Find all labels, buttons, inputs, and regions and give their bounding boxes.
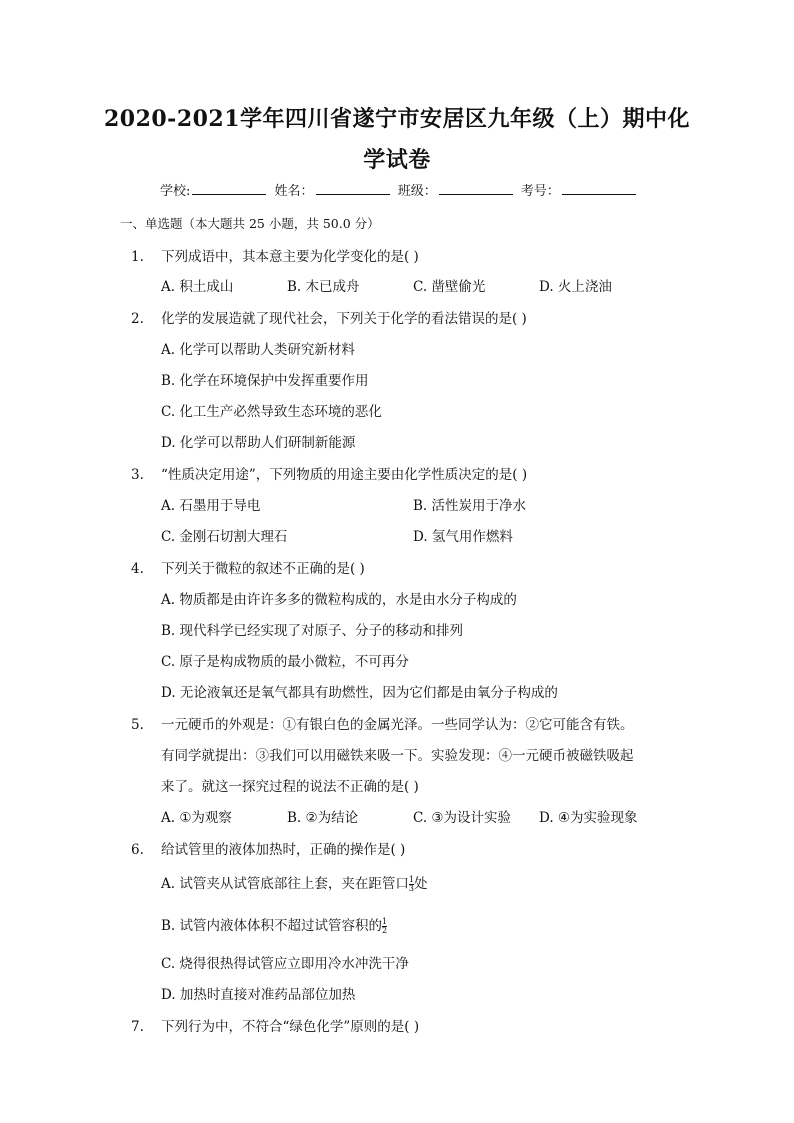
- question-1: [131, 245, 419, 265]
- fraction-denominator: 2: [382, 926, 388, 935]
- option-d: D. 无论液氧还是氧气都具有助燃性，因为它们都是由氧分子构成的: [161, 685, 558, 701]
- question-text-line2: 有同学就提出：③我们可以用磁铁来吸一下。实验发现：④一元硬币被磁铁吸起: [161, 748, 634, 764]
- question-text: 下列成语中，其本意主要为化学变化的是( ): [161, 249, 419, 265]
- option-b: [161, 914, 387, 935]
- option-c: C. 化工生产必然导致生态环境的恶化: [161, 404, 382, 420]
- class-blank[interactable]: [439, 184, 513, 195]
- question-number: 4.: [131, 561, 144, 577]
- option-a: A. 物质都是由许许多多的微粒构成的，水是由水分子构成的: [161, 592, 517, 608]
- option-c: C. 原子是构成物质的最小微粒，不可再分: [161, 654, 409, 670]
- name-label: 姓名：: [274, 184, 314, 199]
- question-number: 5.: [131, 717, 144, 733]
- option-d: D. 化学可以帮助人们研制新能源: [161, 435, 356, 451]
- option-b: B. 现代科学已经实现了对原子、分子的移动和排列: [161, 623, 464, 639]
- question-2: [131, 307, 527, 327]
- question-4: [131, 557, 365, 577]
- option-b: B. 活性炭用于净水: [413, 498, 527, 514]
- option-a-text: A. 试管夹从试管底部往上套，夹在距管口: [161, 876, 409, 892]
- fraction-numerator: 1: [408, 875, 414, 884]
- question-text-line1: 一元硬币的外观是：①有银白色的金属光泽。一些同学认为：②它可能含有铁。: [161, 717, 634, 733]
- question-number: 6.: [131, 842, 144, 858]
- option-a: A. ①为观察: [161, 810, 232, 826]
- question-text: 给试管里的液体加热时，正确的操作是( ): [161, 842, 406, 858]
- option-b: B. 化学在环境保护中发挥重要作用: [161, 373, 369, 389]
- exam-no-blank[interactable]: [562, 184, 636, 195]
- option-d: D. 加热时直接对准药品部位加热: [161, 987, 356, 1003]
- question-number: 2.: [131, 311, 144, 327]
- class-label: 班级：: [397, 184, 437, 199]
- option-d: D. ④为实验现象: [539, 810, 638, 826]
- question-number: 1.: [131, 249, 144, 265]
- option-a: A. 化学可以帮助人类研究新材料: [161, 342, 355, 358]
- fraction-numerator: 1: [382, 917, 388, 926]
- option-a: A. 石墨用于导电: [161, 498, 261, 514]
- question-3: [131, 463, 527, 483]
- school-label: 学校:: [160, 184, 191, 199]
- option-d: D. 氢气用作燃料: [413, 529, 513, 545]
- option-c: C. 凿壁偷光: [413, 279, 486, 295]
- school-blank[interactable]: [192, 184, 266, 195]
- option-b: B. ②为结论: [287, 810, 359, 826]
- question-text: 下列行为中，不符合“绿色化学”原则的是( ): [161, 1019, 420, 1035]
- option-c: C. ③为设计实验: [413, 810, 512, 826]
- option-c: C. 烧得很热得试管应立即用冷水冲洗干净: [161, 956, 409, 972]
- question-5: [131, 713, 634, 733]
- student-info-row: [160, 180, 640, 199]
- option-c: C. 金刚石切割大理石: [161, 529, 288, 545]
- option-a: [161, 872, 427, 893]
- option-b: B. 木已成舟: [287, 279, 360, 295]
- name-blank[interactable]: [316, 184, 390, 195]
- question-number: 7.: [131, 1019, 144, 1035]
- question-number: 3.: [131, 467, 144, 483]
- page-title-line1: 2020-2021学年四川省遂宁市安居区九年级（上）期中化: [103, 106, 691, 132]
- fraction-denominator: 3: [408, 884, 414, 893]
- fraction-one-half: [382, 918, 387, 935]
- page-title-line2: 学试卷: [363, 147, 431, 173]
- question-text: “性质决定用途”，下列物质的用途主要由化学性质决定的是( ): [161, 467, 528, 483]
- question-6: [131, 838, 405, 858]
- question-text-line3: 来了。就这一探究过程的说法不正确的是( ): [161, 779, 419, 795]
- exam-no-label: 考号：: [520, 184, 560, 199]
- question-text: 化学的发展造就了现代社会，下列关于化学的看法错误的是( ): [161, 311, 527, 327]
- option-a-end: 处: [413, 876, 428, 892]
- option-a: A. 积土成山: [161, 279, 234, 295]
- question-7: [131, 1015, 419, 1035]
- question-text: 下列关于微粒的叙述不正确的是( ): [161, 561, 365, 577]
- section-heading: 一、单选题（本大题共 25 小题，共 50.0 分）: [120, 216, 380, 231]
- option-d: D. 火上浇油: [539, 279, 612, 295]
- option-b-text: B. 试管内液体体积不超过试管容积的: [161, 918, 383, 934]
